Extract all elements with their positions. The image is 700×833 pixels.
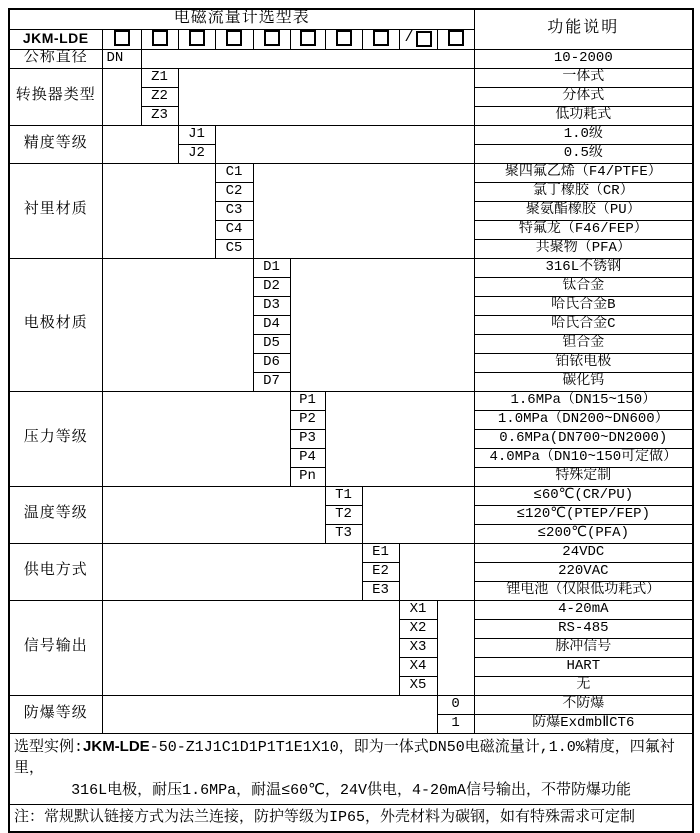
- desc-cell: 10-2000: [474, 49, 693, 68]
- checkbox-cell-dn: [102, 29, 141, 49]
- code-cell: C4: [215, 220, 253, 239]
- code-cell: E2: [362, 562, 399, 581]
- checkbox-icon: [152, 30, 168, 46]
- checkbox-cell-explosion: [437, 29, 474, 49]
- code-cell: P2: [290, 410, 325, 429]
- checkbox-cell-z: [141, 29, 178, 49]
- model-code: JKM-LDE: [9, 29, 102, 49]
- desc-cell: 铂铱电极: [474, 353, 693, 372]
- desc-cell: 脉冲信号: [474, 638, 693, 657]
- empty-cell: [102, 68, 141, 125]
- checkbox-cell-e: [362, 29, 399, 49]
- desc-cell: 低功耗式: [474, 106, 693, 125]
- code-cell: D4: [253, 315, 290, 334]
- code-cell: X4: [399, 657, 437, 676]
- desc-cell: 防爆ExdmbⅡCT6: [474, 714, 693, 733]
- desc-cell: 聚氨酯橡胶（PU）: [474, 201, 693, 220]
- desc-cell: ≤60℃(CR/PU): [474, 486, 693, 505]
- empty-cell: [362, 486, 474, 543]
- desc-cell: 特氟龙（F46/FEP）: [474, 220, 693, 239]
- desc-cell: HART: [474, 657, 693, 676]
- code-cell: J1: [178, 125, 215, 144]
- empty-cell: [102, 163, 215, 258]
- checkbox-cell-d: [253, 29, 290, 49]
- code-cell: Z3: [141, 106, 178, 125]
- checkbox-icon: [336, 30, 352, 46]
- empty-cell: [215, 125, 474, 163]
- checkbox-cell-j: [178, 29, 215, 49]
- desc-cell: 无: [474, 676, 693, 695]
- checkbox-cell-c: [215, 29, 253, 49]
- desc-cell: 220VAC: [474, 562, 693, 581]
- empty-cell: [399, 543, 474, 600]
- empty-cell: [102, 695, 437, 733]
- section-label-accuracy: 精度等级: [9, 125, 102, 163]
- code-cell: E1: [362, 543, 399, 562]
- code-cell: C2: [215, 182, 253, 201]
- section-label-temperature: 温度等级: [9, 486, 102, 543]
- desc-cell: 碳化钨: [474, 372, 693, 391]
- example-model: JKM-LDE: [83, 737, 150, 755]
- desc-cell: ≤200℃(PFA): [474, 524, 693, 543]
- checkbox-icon: [114, 30, 130, 46]
- code-cell: E3: [362, 581, 399, 600]
- code-cell: D1: [253, 258, 290, 277]
- code-cell: 1: [437, 714, 474, 733]
- section-label-pressure: 压力等级: [9, 391, 102, 486]
- empty-cell: [437, 600, 474, 695]
- code-cell: T1: [325, 486, 362, 505]
- desc-cell: 分体式: [474, 87, 693, 106]
- section-label-lining: 衬里材质: [9, 163, 102, 258]
- desc-cell: 钛合金: [474, 277, 693, 296]
- desc-cell: 哈氏合金C: [474, 315, 693, 334]
- desc-cell: 共聚物（PFA）: [474, 239, 693, 258]
- desc-cell: 316L不锈钢: [474, 258, 693, 277]
- code-cell: P3: [290, 429, 325, 448]
- checkbox-icon: [189, 30, 205, 46]
- remark-note: 注：常规默认链接方式为法兰连接，防护等级为IP65，外壳材料为碳钢，如有特殊需求可定制: [9, 804, 693, 831]
- code-cell: X3: [399, 638, 437, 657]
- empty-cell: [102, 391, 290, 486]
- code-cell: T2: [325, 505, 362, 524]
- checkbox-cell-p: [290, 29, 325, 49]
- desc-cell: 4-20mA: [474, 600, 693, 619]
- section-label-power: 供电方式: [9, 543, 102, 600]
- code-cell: Z2: [141, 87, 178, 106]
- selection-table: [8, 8, 694, 833]
- empty-cell: [102, 125, 178, 163]
- selection-example-note: [9, 733, 693, 804]
- code-cell: P4: [290, 448, 325, 467]
- checkbox-icon: [300, 30, 316, 46]
- desc-cell: 不防爆: [474, 695, 693, 714]
- code-cell: X2: [399, 619, 437, 638]
- code-cell: P1: [290, 391, 325, 410]
- code-cell: C3: [215, 201, 253, 220]
- checkbox-icon: [373, 30, 389, 46]
- section-label-signal: 信号输出: [9, 600, 102, 695]
- desc-cell: ≤120℃(PTEP/FEP): [474, 505, 693, 524]
- empty-cell: [102, 543, 362, 600]
- desc-cell: 特殊定制: [474, 467, 693, 486]
- code-cell: Z1: [141, 68, 178, 87]
- empty-cell: [178, 68, 474, 125]
- example-rest: -50-Z1J1C1D1P1T1E1X10，即为一体式DN50电磁流量计,1.0%精度，四氟衬里，: [14, 738, 675, 778]
- code-cell: T3: [325, 524, 362, 543]
- desc-cell: RS-485: [474, 619, 693, 638]
- example-line-1: [14, 736, 688, 781]
- example-line-2: 316L电极，耐压1.6MPa，耐温≤60℃，24V供电，4-20mA信号输出，不带防爆功能: [71, 782, 631, 799]
- desc-cell: 氯丁橡胶（CR）: [474, 182, 693, 201]
- slash-separator: /: [404, 29, 414, 47]
- desc-cell: 1.0级: [474, 125, 693, 144]
- empty-cell: [102, 258, 253, 391]
- empty-cell: [102, 600, 399, 695]
- checkbox-cell-t: [325, 29, 362, 49]
- desc-cell: 1.0MPa（DN200~DN600）: [474, 410, 693, 429]
- empty-cell: [102, 486, 325, 543]
- desc-cell: 0.5级: [474, 144, 693, 163]
- desc-cell: 哈氏合金B: [474, 296, 693, 315]
- checkbox-icon: [264, 30, 280, 46]
- code-cell: X1: [399, 600, 437, 619]
- code-cell: 0: [437, 695, 474, 714]
- checkbox-icon: [226, 30, 242, 46]
- checkbox-icon: [448, 30, 464, 46]
- desc-cell: 4.0MPa（DN10~150可定做）: [474, 448, 693, 467]
- code-cell: C1: [215, 163, 253, 182]
- code-cell: D3: [253, 296, 290, 315]
- example-prefix: 选型实例:: [14, 738, 84, 756]
- section-label-diameter: 公称直径: [9, 49, 102, 68]
- section-label-electrode: 电极材质: [9, 258, 102, 391]
- desc-cell: 1.6MPa（DN15~150）: [474, 391, 693, 410]
- code-cell: D6: [253, 353, 290, 372]
- code-cell: C5: [215, 239, 253, 258]
- desc-cell: 锂电池（仅限低功耗式）: [474, 581, 693, 600]
- desc-cell: 一体式: [474, 68, 693, 87]
- checkbox-icon: [416, 31, 432, 47]
- desc-cell: 0.6MPa(DN700~DN2000): [474, 429, 693, 448]
- empty-cell: [290, 258, 474, 391]
- desc-cell: 聚四氟乙烯（F4/PTFE）: [474, 163, 693, 182]
- function-desc-header: 功能说明: [474, 9, 693, 49]
- empty-cell: [325, 391, 474, 486]
- code-cell: DN: [102, 49, 141, 68]
- checkbox-cell-x: [399, 29, 437, 49]
- section-label-converter: 转换器类型: [9, 68, 102, 125]
- section-label-explosion: 防爆等级: [9, 695, 102, 733]
- code-cell: D5: [253, 334, 290, 353]
- desc-cell: 钽合金: [474, 334, 693, 353]
- code-cell: Pn: [290, 467, 325, 486]
- table-title: 电磁流量计选型表: [9, 9, 474, 29]
- code-cell: D2: [253, 277, 290, 296]
- empty-cell: [141, 49, 474, 68]
- code-cell: D7: [253, 372, 290, 391]
- code-cell: X5: [399, 676, 437, 695]
- code-cell: J2: [178, 144, 215, 163]
- desc-cell: 24VDC: [474, 543, 693, 562]
- empty-cell: [253, 163, 474, 258]
